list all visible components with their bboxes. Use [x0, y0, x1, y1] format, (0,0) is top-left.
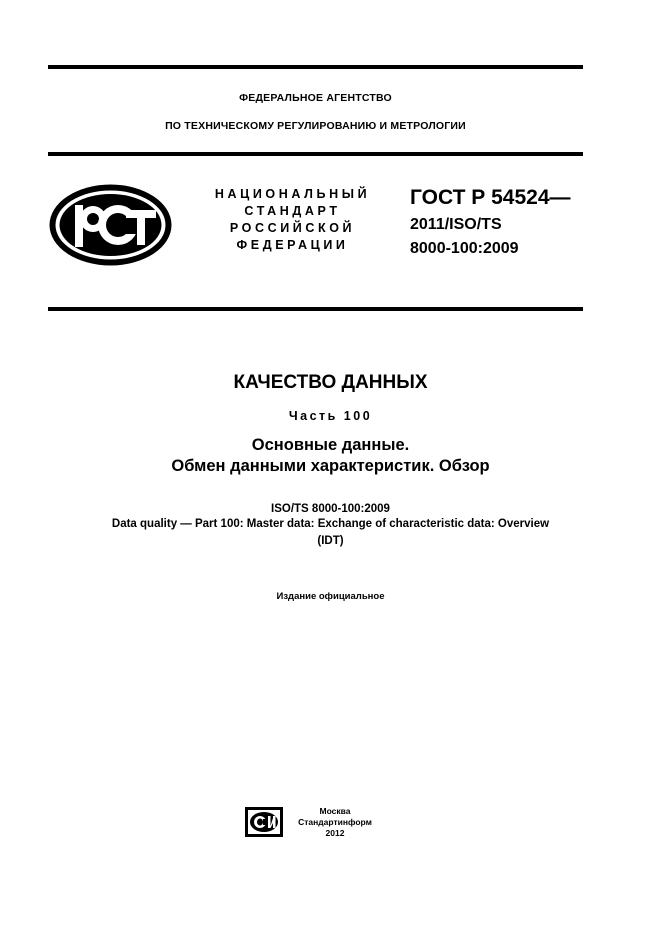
agency-name-line1: ФЕДЕРАЛЬНОЕ АГЕНТСТВО — [239, 92, 392, 104]
standard-designation-line2: 2011/ISO/TS — [410, 216, 502, 233]
standard-designation: ГОСТ Р 54524— — [410, 186, 571, 209]
rst-emblem-icon — [48, 183, 173, 267]
iso-idt: (IDT) — [317, 535, 344, 547]
standard-designation-line3: 8000-100:2009 — [410, 240, 519, 257]
document-title: КАЧЕСТВО ДАННЫХ — [233, 372, 428, 393]
document-part: Часть 100 — [288, 409, 373, 423]
document-subtitle-line2: Обмен данными характеристик. Обзор — [171, 457, 490, 475]
standard-type-line2: СТАНДАРТ — [244, 204, 341, 218]
standard-type — [205, 186, 380, 254]
iso-code: ISO/TS 8000-100:2009 — [271, 503, 390, 515]
document-subtitle-line1: Основные данные. — [251, 436, 410, 454]
section-rule — [48, 307, 583, 311]
publisher-city: Москва — [319, 806, 351, 816]
standartinform-logo-icon — [244, 806, 284, 838]
agency-name-line2: ПО ТЕХНИЧЕСКОМУ РЕГУЛИРОВАНИЮ И МЕТРОЛОГИИ — [165, 120, 466, 132]
standard-type-line4: ФЕДЕРАЦИИ — [236, 238, 349, 252]
iso-english-title: Data quality — Part 100: Master data: Exchange of characteristic data: Overview — [111, 518, 550, 530]
publisher-info — [295, 806, 375, 839]
edition-label: Издание официальное — [276, 591, 385, 602]
standard-type-line3: РОССИЙСКОЙ — [229, 221, 356, 235]
publisher-name: Стандартинформ — [298, 817, 372, 827]
publisher-year: 2012 — [325, 828, 345, 838]
top-rule — [48, 65, 583, 69]
header-bottom-rule — [48, 152, 583, 156]
standard-type-line1: НАЦИОНАЛЬНЫЙ — [214, 187, 371, 201]
